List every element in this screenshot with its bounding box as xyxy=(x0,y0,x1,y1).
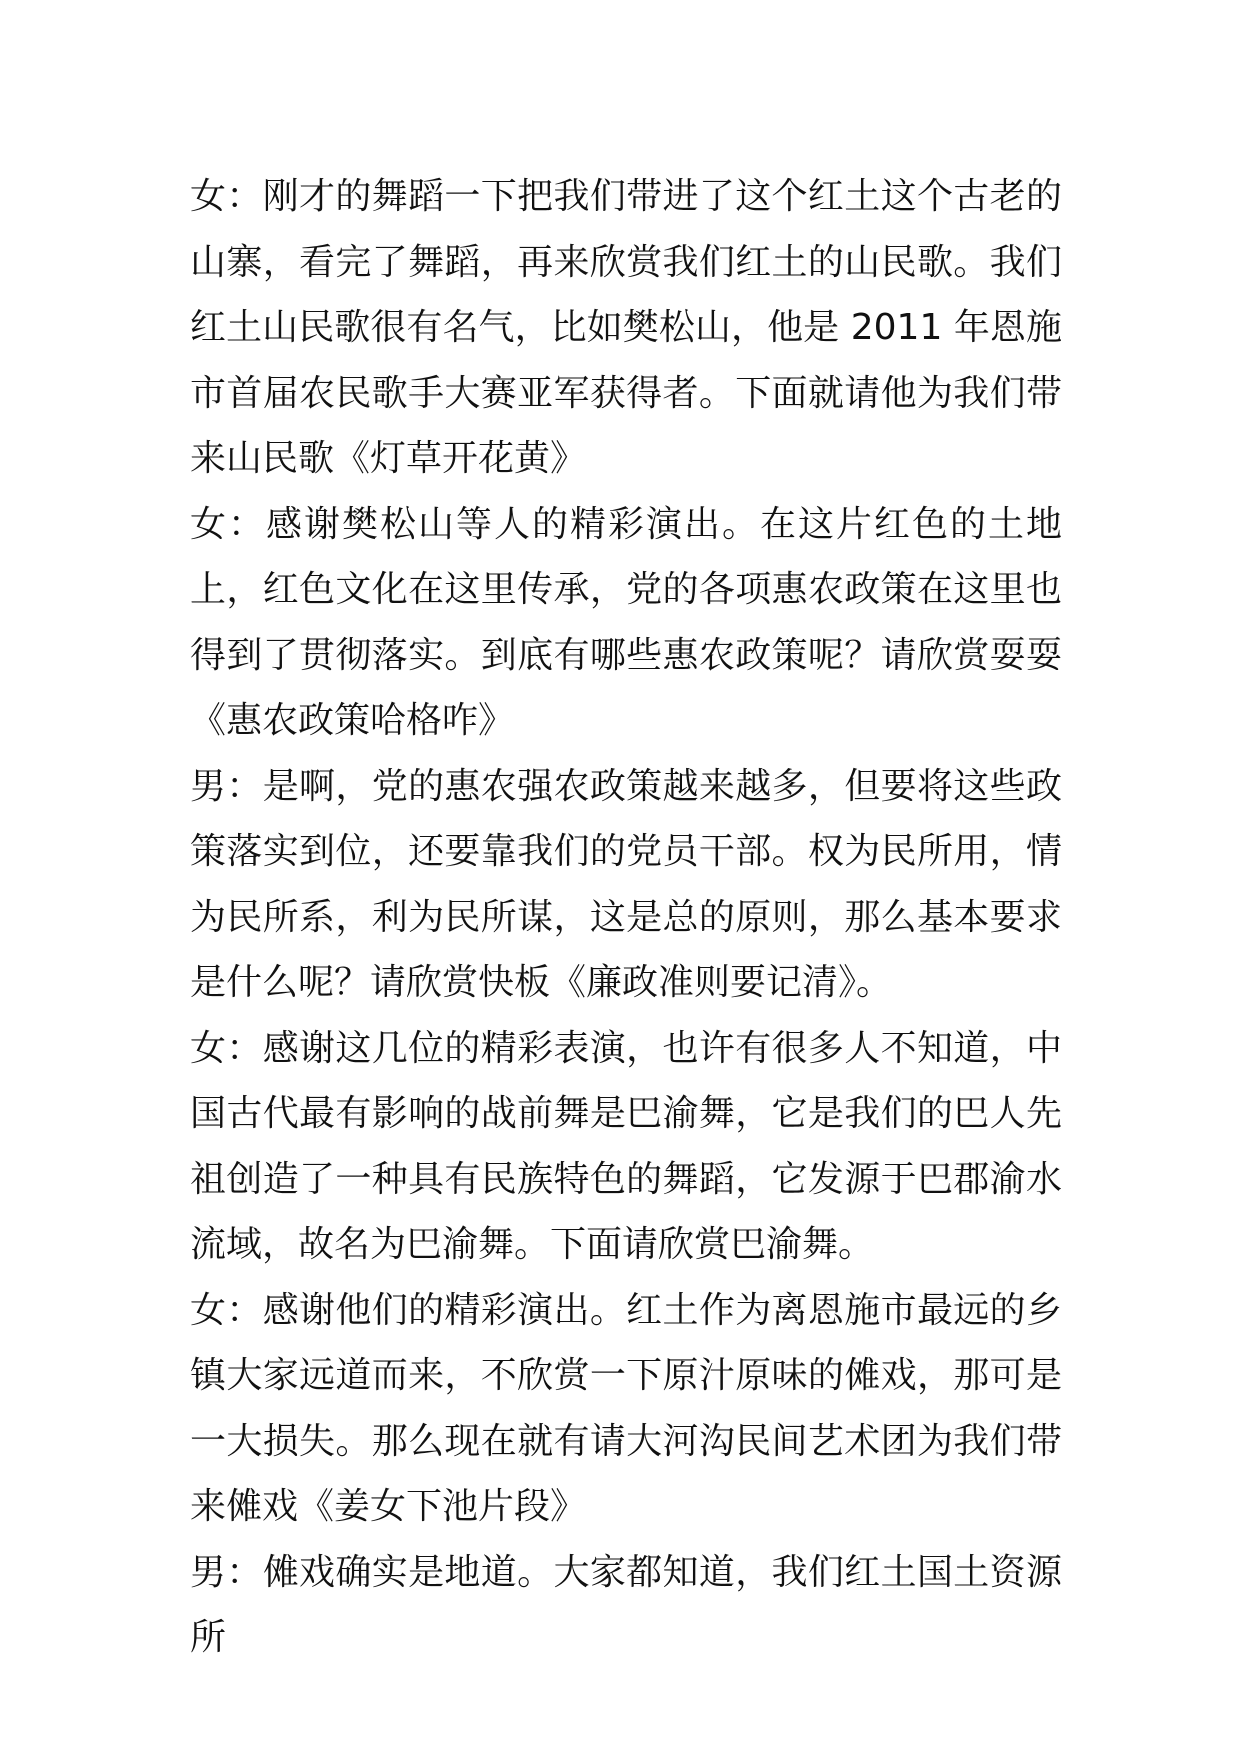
paragraph-3: 男：是啊，党的惠农强农政策越来越多，但要将这些政策落实到位，还要靠我们的党员干部。权为民所用，情为民所系，利为民所谋，这是总的原则，那么基本要求是什么呢？请欣赏快板《廉政准则要记清》。 xyxy=(190,765,1062,1003)
paragraph-2: 女：感谢樊松山等人的精彩演出。在这片红色的土地上，红色文化在这里传承，党的各项惠农政策在这里也得到了贯彻落实。到底有哪些惠农政策呢？请欣赏耍耍《惠农政策哈格咋》 xyxy=(190,503,1062,741)
paragraph-1: 女：刚才的舞蹈一下把我们带进了这个红土这个古老的山寨，看完了舞蹈，再来欣赏我们红土的山民歌。我们红土山民歌很有名气，比如樊松山，他是 2011 年恩施市首届农民歌手大赛亚军获得者。下面就请他为我们带来山民歌《灯草开花黄》 xyxy=(190,176,1062,479)
document-body xyxy=(190,164,1062,1671)
paragraph-6: 男：傩戏确实是地道。大家都知道，我们红土国土资源所 xyxy=(190,1551,1062,1658)
paragraph-4: 女：感谢这几位的精彩表演，也许有很多人不知道，中国古代最有影响的战前舞是巴渝舞，它是我们的巴人先祖创造了一种具有民族特色的舞蹈，它发源于巴郡渝水流域，故名为巴渝舞。下面请欣赏巴渝舞。 xyxy=(190,1027,1062,1265)
paragraph-5: 女：感谢他们的精彩演出。红土作为离恩施市最远的乡镇大家远道而来，不欣赏一下原汁原味的傩戏，那可是一大损失。那么现在就有请大河沟民间艺术团为我们带来傩戏《姜女下池片段》 xyxy=(190,1289,1062,1527)
